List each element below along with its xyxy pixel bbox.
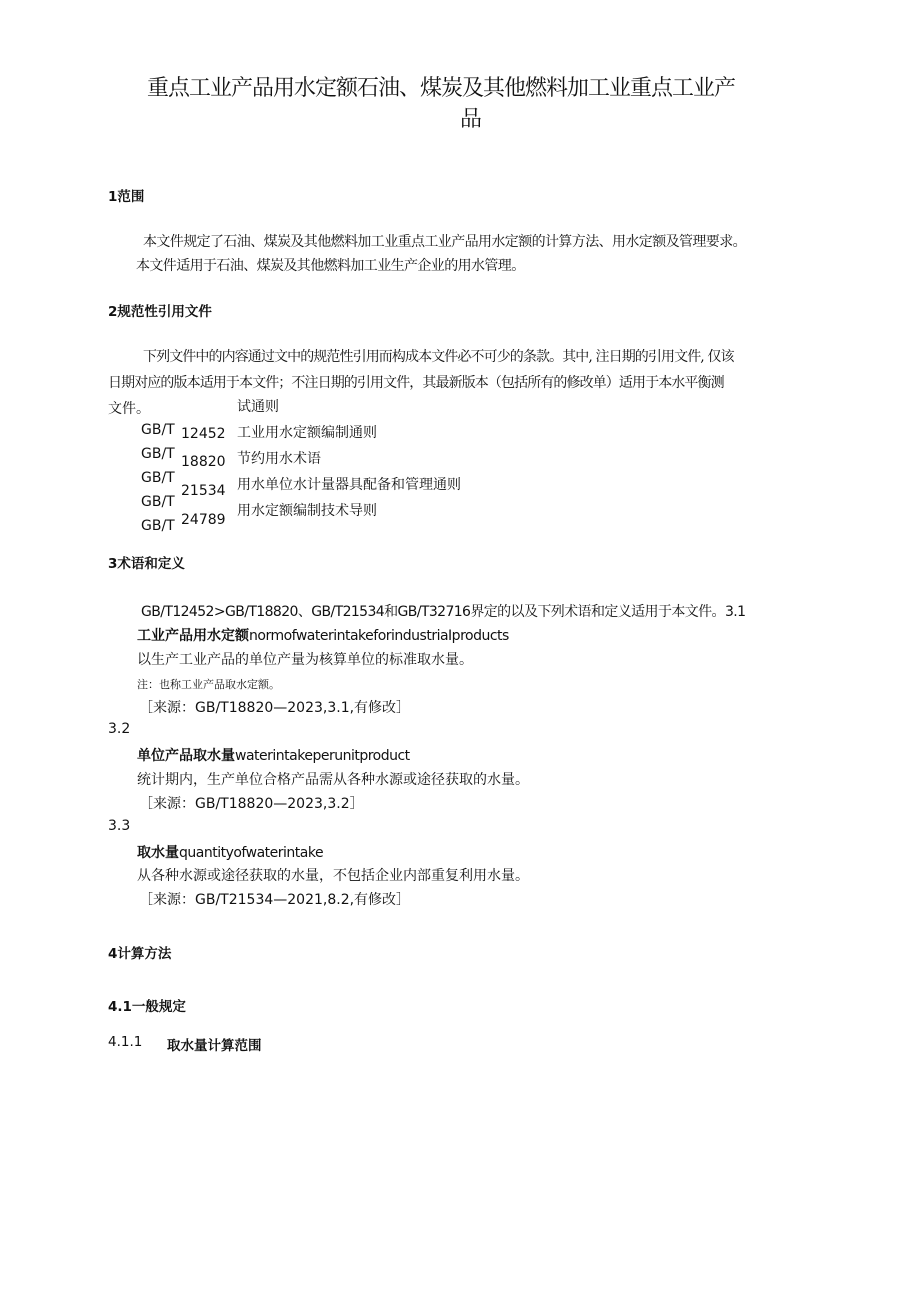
ref-number: 21534 <box>181 483 226 499</box>
ref-title: 用水单位水计量器具配备和管理通则 <box>237 477 461 493</box>
section-4-1-heading: 4.1一般规定 <box>108 999 186 1015</box>
ref-number: 24789 <box>181 512 226 528</box>
section-3-heading: 3术语和定义 <box>108 556 185 572</box>
section-2-intro-line-2: 日期对应的版本适用于本文件；不注日期的引用文件，其最新版本（包括所有的修改单）适用于本水平衡测 <box>108 375 724 391</box>
term-3-1-definition: 以生产工业产品的单位产量为核算单位的标准取水量。 <box>137 652 473 668</box>
ref-prefix: GB/T <box>141 518 175 534</box>
term-3-2-name: 单位产品取水量 <box>137 748 235 764</box>
term-3-3-source: ［来源：GB/T21534—2021,8.2,有修改］ <box>139 892 411 908</box>
ref-number: 12452 <box>181 426 226 442</box>
term-3-2-source: ［来源：GB/T18820—2023,3.2］ <box>139 796 364 812</box>
term-3-3-line <box>137 842 323 862</box>
term-3-1-english: normofwaterintakeforindustriaIproducts <box>249 628 509 644</box>
ref-number: 18820 <box>181 454 226 470</box>
term-3-3-name: 取水量 <box>137 845 179 861</box>
section-2-intro-line-3: 文件。 <box>108 401 150 417</box>
term-3-3-definition: 从各种水源或途径获取的水量，不包括企业内部重复利用水量。 <box>137 868 529 884</box>
term-3-1-source: ［来源：GB/T18820—2023,3.1,有修改］ <box>139 700 411 716</box>
term-3-2-english: waterintakeperunitproduct <box>235 748 410 764</box>
ref-prefix: GB/T <box>141 494 175 510</box>
term-3-1-note: 注：也称工业产品取水定额。 <box>137 678 280 691</box>
term-3-3-english: quantityofwaterintake <box>179 845 324 861</box>
ref-title: 节约用水术语 <box>237 451 321 467</box>
section-3-intro: GB/T12452>GB/T18820、GB/T21534和GB/T32716界定的以及下列术语和定义适用于本文件。3.1 <box>141 604 746 620</box>
section-4-heading: 4计算方法 <box>108 946 172 962</box>
ref-title: 试通则 <box>237 399 279 415</box>
section-1-paragraph-2: 本文件适用于石油、煤炭及其他燃料加工业生产企业的用水管理。 <box>136 258 525 274</box>
document-title-line2: 品 <box>460 107 482 132</box>
term-3-2-line <box>137 745 410 765</box>
ref-prefix: GB/T <box>141 422 175 438</box>
term-3-3-number: 3.3 <box>108 818 131 834</box>
section-2-intro-line-1: 下列文件中的内容通过文中的规范性引用而构成本文件必不可少的条款。其中, 注日期的引用文件, 仅该 <box>143 349 734 365</box>
term-3-2-number: 3.2 <box>108 721 131 737</box>
ref-title: 工业用水定额编制通则 <box>237 425 377 441</box>
document-title-line1: 重点工业产品用水定额石油、煤炭及其他燃料加工业重点工业产 <box>147 76 736 101</box>
section-1-paragraph-1: 本文件规定了石油、煤炭及其他燃料加工业重点工业产品用水定额的计算方法、用水定额及管理要求。 <box>143 234 746 250</box>
term-3-1-line <box>137 625 509 645</box>
term-3-2-definition: 统计期内，生产单位合格产品需从各种水源或途径获取的水量。 <box>137 772 529 788</box>
section-2-heading: 2规范性引用文件 <box>108 304 212 320</box>
section-4-1-1-title: 取水量计算范围 <box>167 1038 262 1054</box>
term-3-1-name: 工业产品用水定额 <box>137 628 249 644</box>
ref-prefix: GB/T <box>141 470 175 486</box>
section-1-heading: 1范围 <box>108 189 145 205</box>
ref-prefix: GB/T <box>141 446 175 462</box>
ref-title: 用水定额编制技术导则 <box>237 503 377 519</box>
section-4-1-1-number: 4.1.1 <box>108 1034 143 1050</box>
